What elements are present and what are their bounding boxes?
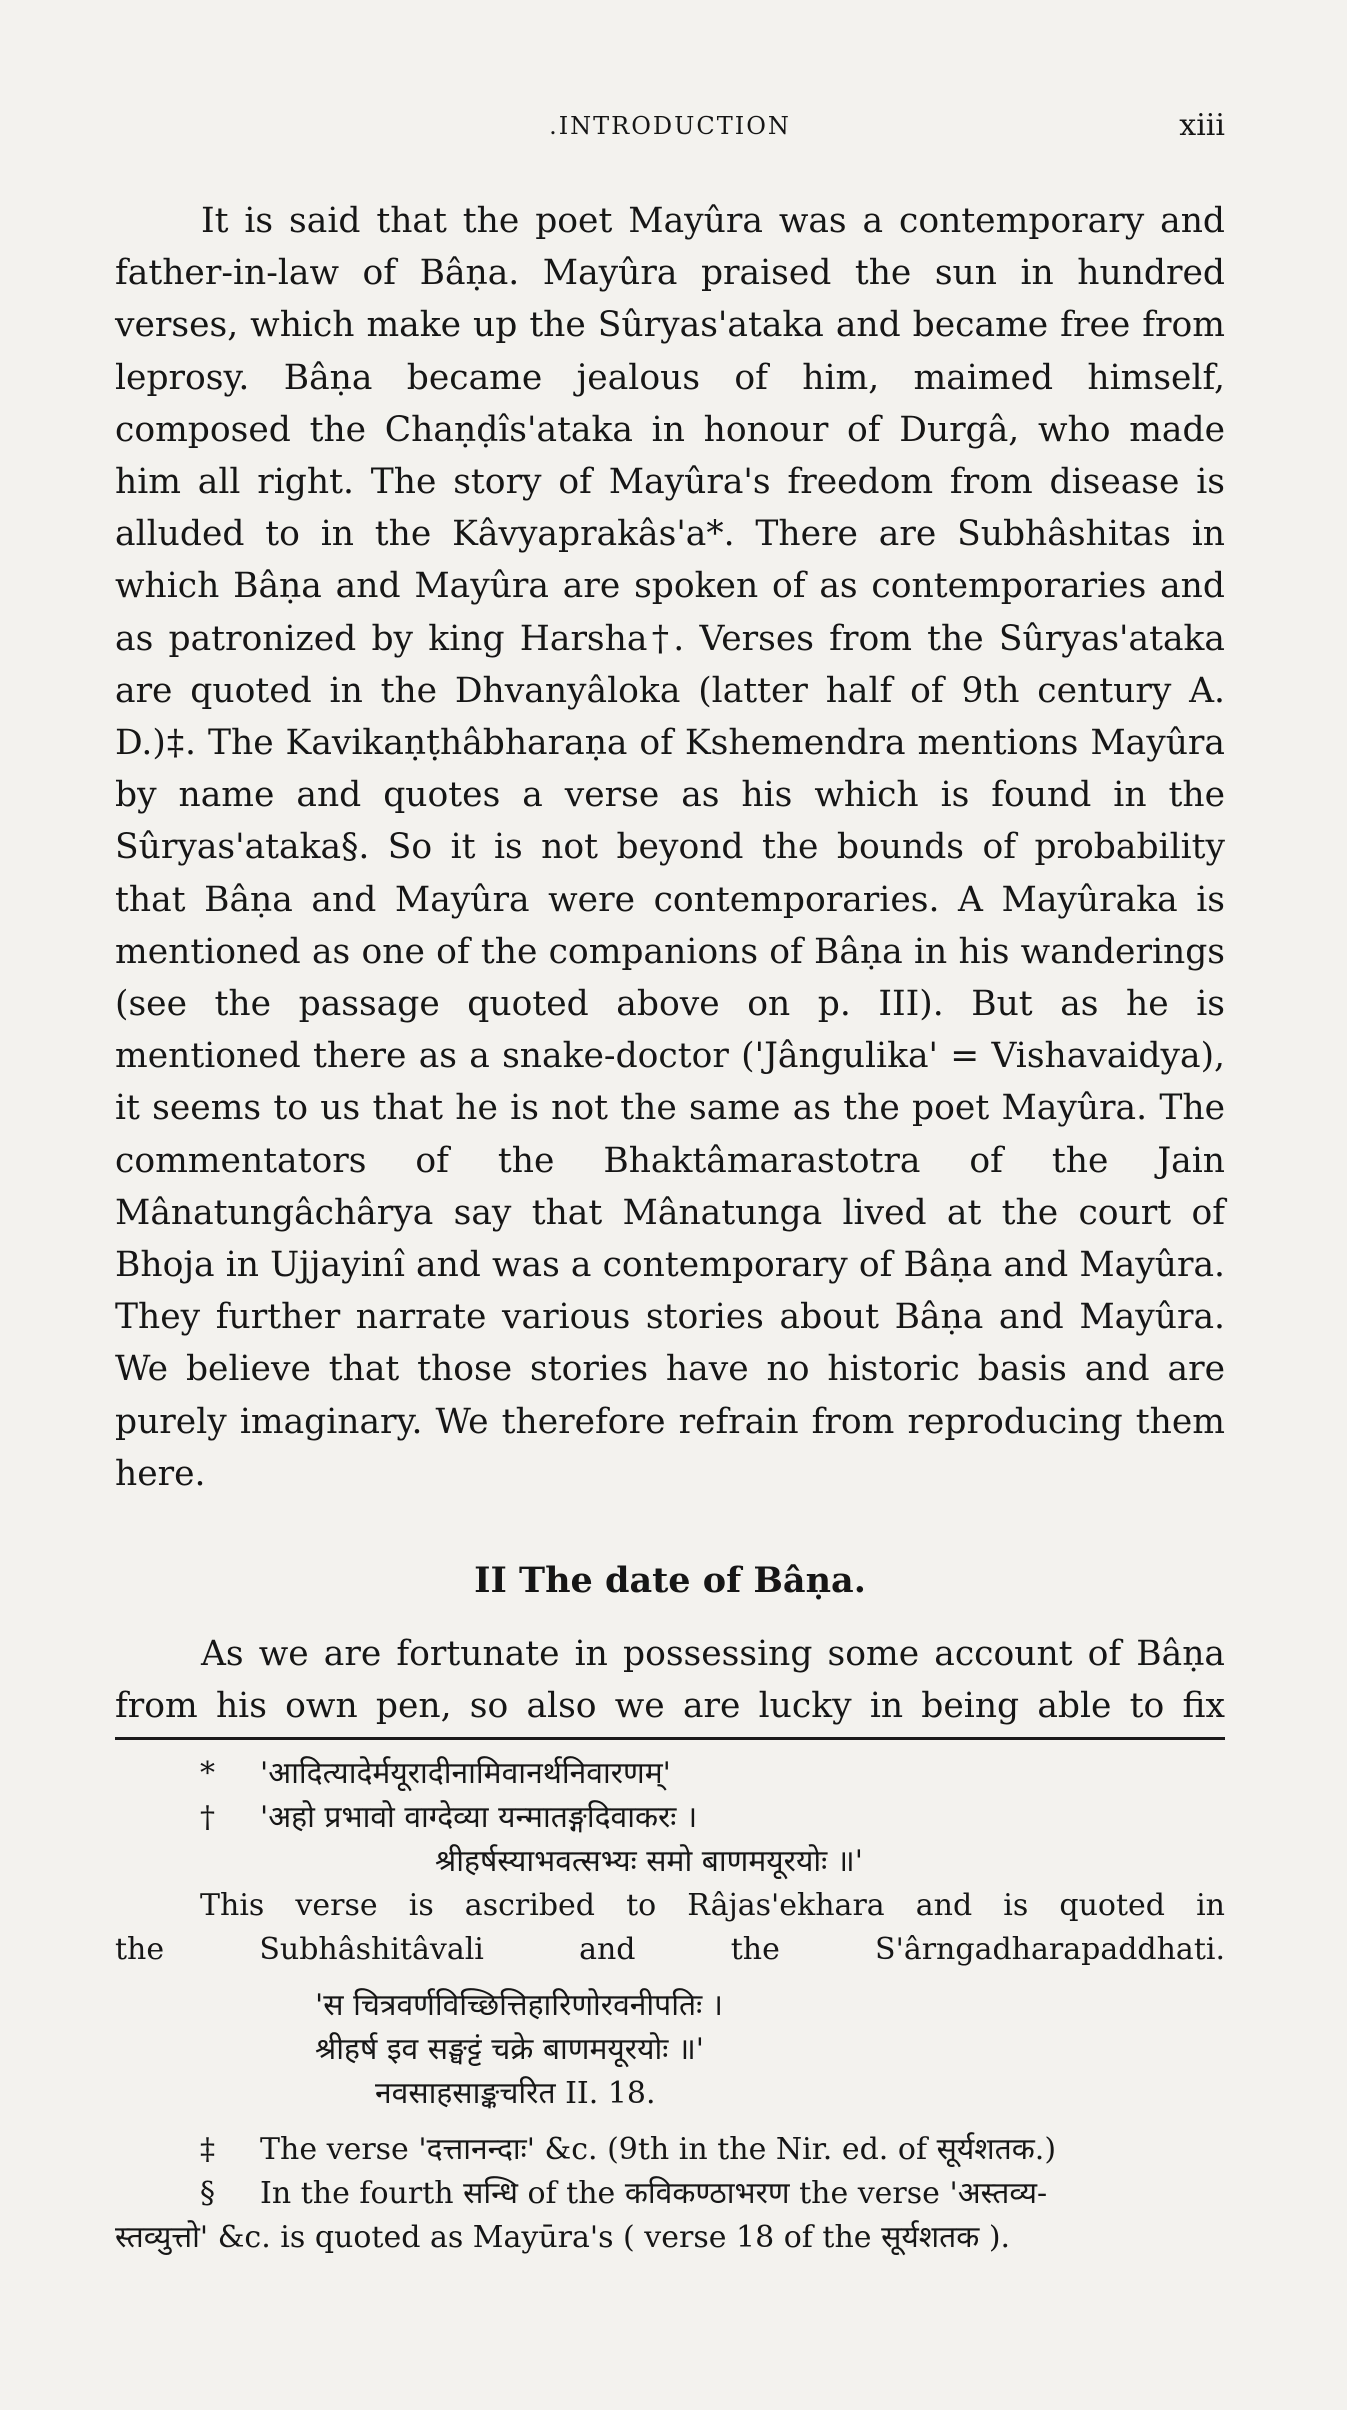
running-title: .INTRODUCTION xyxy=(549,112,791,140)
footnote-mark-star: * xyxy=(200,1756,215,1791)
running-header xyxy=(115,108,1225,148)
footnote-star-text: 'आदित्यादेर्मयूरादीनामिवानर्थनिवारणम्' xyxy=(260,1756,671,1791)
verse2-source: नवसाहसाङ्कचरित II. 18. xyxy=(375,2076,656,2111)
double-dagger-text: The verse 'दत्तानन्दाः' &c. (9th in the Nir. ed. of सूर्यशतक.) xyxy=(260,2132,1057,2167)
footnote-separator xyxy=(115,1737,1225,1740)
footnote-mark-double-dagger: ‡ xyxy=(200,2132,215,2167)
section-note-line-1: In the fourth सन्धि of the कविकण्ठाभरण the verse 'अस्तव्य- xyxy=(260,2176,1048,2211)
footnote-mark-dagger: † xyxy=(200,1800,215,1835)
main-text-continued xyxy=(115,1628,1225,1732)
section-heading: II The date of Bâṇa. xyxy=(474,1560,866,1601)
dagger-note-line-1: This verse is ascribed to Râjas'ekhara and is quoted in xyxy=(200,1888,1225,1923)
verse2-line-2: श्रीहर्ष इव सङ्घट्टं चक्रे बाणमयूरयोः ॥' xyxy=(315,2032,705,2067)
paragraph-1: It is said that the poet Mayûra was a contemporary and father-in-law of Bâṇa. Mayûra praised the sun in hundred verses, which make up the Sûryas'ataka and became free from leprosy. Bâṇa became jealous of him, maimed himself, composed the Chaṇḍîs'ataka in honour of Durgâ, who made him all right. The story of Mayûra's freedom from disease is alluded to in the Kâvyaprakâs'a*. There are Subhâshitas in which Bâṇa and Mayûra are spoken of as contemporaries and as patronized by king Harsha†. Verses from the Sûryas'ataka are quoted in the Dhvanyâloka (latter half of 9th century A. D.)‡. The Kavikaṇṭhâbharaṇa of Kshemendra mentions Mayûra by name and quotes a verse as his which is found in the Sûryas'ataka§. So it is not beyond the bounds of probability that Bâṇa and Mayûra were contemporaries. A Mayûraka is mentioned as one of the companions of Bâṇa in his wanderings (see the passage quoted above on p. III). But as he is mentioned there as a snake-doctor ('Jângulika' = Vishavaidya), it seems to us that he is not the same as the poet Mayûra. The commentators of the Bhaktâmarastotra of the Jain Mânatungâchârya say that Mânatunga lived at the court of Bhoja in Ujjayinî and was a contemporary of Bâṇa and Mayûra. They further narrate various stories about Bâṇa and Mayûra. We believe that those stories have no historic basis and are purely imaginary. We therefore refrain from reproducing them here. xyxy=(115,201,1225,1494)
footnotes xyxy=(115,1752,1225,2260)
dagger-verse-line-1: 'अहो प्रभावो वाग्देव्या यन्मातङ्गदिवाकरः । xyxy=(260,1800,698,1835)
main-text xyxy=(115,195,1225,1500)
page-number: xiii xyxy=(1179,108,1225,143)
dagger-note-line-2: the Subhâshitâvali and the S'ârngadharapaddhati. xyxy=(115,1932,1225,1967)
footnote-star xyxy=(115,1752,1225,1796)
footnote-mark-section: § xyxy=(200,2176,215,2211)
paragraph-2: As we are fortunate in possessing some account of Bâṇa from his own pen, so also we are lucky in being able to fix xyxy=(115,1634,1225,1726)
footnote-section xyxy=(115,2172,1225,2216)
section-note-line-2: स्तव्युत्तो' &c. is quoted as Mayūra's ( verse 18 of the सूर्यशतक ). xyxy=(115,2220,1011,2255)
footnote-double-dagger xyxy=(115,2128,1225,2172)
verse2-line-1: 'स चित्रवर्णविच्छित्तिहारिणोरवनीपतिः । xyxy=(315,1988,724,2023)
footnote-dagger xyxy=(115,1796,1225,1884)
dagger-verse-line-2: श्रीहर्षस्याभवत्सभ्यः समो बाणमयूरयोः ॥' xyxy=(435,1844,863,1879)
